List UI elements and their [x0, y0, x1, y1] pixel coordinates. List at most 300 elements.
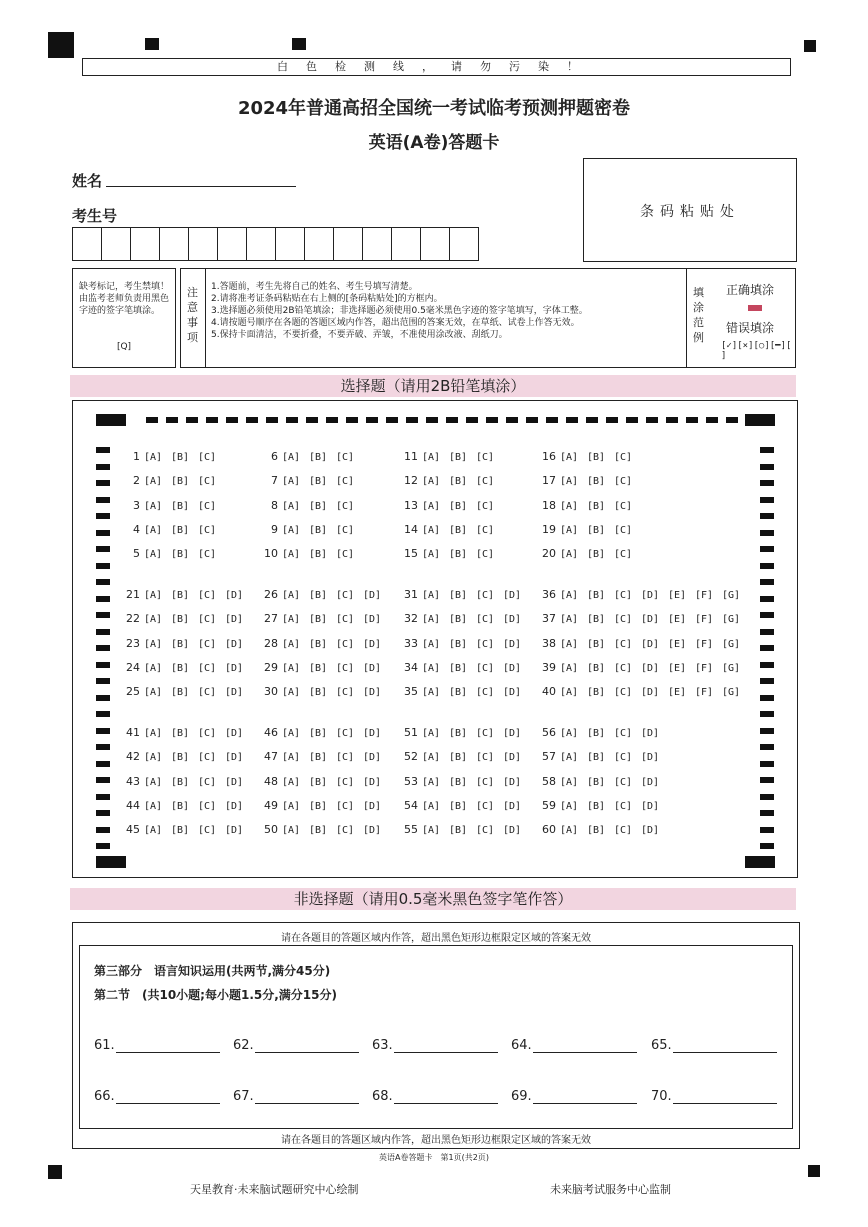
answer-bubble[interactable]: [D]: [641, 825, 660, 837]
answer-bubble[interactable]: [B]: [449, 500, 468, 512]
answer-bubble[interactable]: [D]: [641, 662, 660, 674]
answer-bubble[interactable]: [B]: [309, 590, 328, 601]
answer-bubble[interactable]: [A]: [560, 728, 579, 739]
candidate-id-grid[interactable]: [72, 227, 479, 261]
answer-bubble[interactable]: [B]: [449, 776, 468, 788]
answer-bubble[interactable]: [B]: [309, 638, 328, 650]
answer-bubble[interactable]: [C]: [198, 614, 217, 626]
absent-mark-box[interactable]: [72, 268, 176, 368]
id-digit-cell[interactable]: [160, 228, 189, 260]
answer-bubble[interactable]: [B]: [309, 687, 328, 699]
answer-bubble[interactable]: [C]: [198, 752, 217, 764]
answer-bubble[interactable]: [B]: [587, 662, 606, 674]
answer-bubble[interactable]: [A]: [560, 687, 579, 699]
timing-dash: [760, 662, 774, 668]
timing-dash: [406, 417, 418, 423]
answer-bubble[interactable]: [C]: [336, 825, 355, 837]
answer-bubble[interactable]: [C]: [614, 752, 633, 764]
answer-bubble[interactable]: [A]: [282, 687, 301, 699]
answer-bubble[interactable]: [C]: [198, 825, 217, 837]
answer-bubble[interactable]: [E]: [668, 614, 687, 626]
answer-bubble[interactable]: [A]: [144, 776, 163, 788]
answer-bubble[interactable]: [A]: [422, 687, 441, 699]
timing-dash: [606, 417, 618, 423]
answer-bubble[interactable]: [C]: [198, 662, 217, 674]
answer-bubble[interactable]: [A]: [144, 476, 163, 488]
answer-bubble[interactable]: [B]: [449, 800, 468, 812]
answer-bubble[interactable]: [A]: [422, 549, 441, 561]
id-digit-cell[interactable]: [218, 228, 247, 260]
answer-bubble[interactable]: [A]: [560, 776, 579, 788]
id-digit-cell[interactable]: [421, 228, 450, 260]
timing-dash: [96, 761, 110, 767]
answer-bubble[interactable]: [C]: [198, 590, 217, 601]
answer-bubble[interactable]: [A]: [144, 687, 163, 699]
answer-bubble[interactable]: [A]: [422, 662, 441, 674]
id-digit-cell[interactable]: [102, 228, 131, 260]
answer-bubble[interactable]: [C]: [614, 662, 633, 674]
answer-line[interactable]: [673, 1103, 777, 1104]
answer-bubble[interactable]: [D]: [225, 825, 244, 837]
answer-bubble[interactable]: [C]: [336, 549, 355, 561]
timing-dash: [760, 563, 774, 569]
answer-bubble[interactable]: [C]: [198, 776, 217, 788]
answer-line[interactable]: [394, 1052, 498, 1053]
answer-bubble[interactable]: [A]: [144, 452, 163, 463]
answer-bubble[interactable]: [A]: [144, 800, 163, 812]
answer-bubble[interactable]: [A]: [144, 752, 163, 764]
answer-bubble[interactable]: [A]: [560, 476, 579, 488]
answer-bubble[interactable]: [B]: [309, 549, 328, 561]
answer-bubble[interactable]: [C]: [476, 728, 495, 739]
id-digit-cell[interactable]: [276, 228, 305, 260]
id-digit-cell[interactable]: [305, 228, 334, 260]
answer-bubble[interactable]: [B]: [171, 476, 190, 488]
answer-bubble[interactable]: [C]: [614, 776, 633, 788]
answer-bubble[interactable]: [B]: [171, 500, 190, 512]
answer-bubble[interactable]: [C]: [476, 638, 495, 650]
answer-bubble[interactable]: [A]: [560, 752, 579, 764]
answer-bubble[interactable]: [B]: [587, 776, 606, 788]
timing-dash: [206, 417, 218, 423]
answer-bubble[interactable]: [B]: [449, 614, 468, 626]
answer-bubble[interactable]: [C]: [336, 524, 355, 536]
answer-bubble[interactable]: [B]: [449, 524, 468, 536]
answer-bubble[interactable]: [F]: [695, 687, 714, 699]
answer-bubble[interactable]: [A]: [282, 500, 301, 512]
answer-bubble[interactable]: [F]: [695, 614, 714, 626]
answer-bubble[interactable]: [C]: [476, 752, 495, 764]
notes-list: [211, 281, 681, 341]
answer-bubble[interactable]: [C]: [336, 800, 355, 812]
answer-bubble[interactable]: [B]: [171, 590, 190, 601]
answer-bubble[interactable]: [B]: [171, 524, 190, 536]
answer-bubble[interactable]: [G]: [722, 590, 741, 601]
answer-bubble[interactable]: [D]: [363, 728, 382, 739]
answer-number: 61.: [94, 1038, 115, 1053]
answer-bubble[interactable]: [A]: [560, 590, 579, 601]
answer-bubble[interactable]: [D]: [363, 662, 382, 674]
question-row: [258, 799, 390, 812]
answer-bubble[interactable]: [C]: [476, 452, 495, 463]
answer-bubble[interactable]: [B]: [449, 662, 468, 674]
answer-bubble[interactable]: [A]: [560, 500, 579, 512]
answer-bubble[interactable]: [A]: [282, 638, 301, 650]
answer-bubble[interactable]: [G]: [722, 614, 741, 626]
answer-bubble[interactable]: [D]: [225, 800, 244, 812]
answer-bubble[interactable]: [A]: [422, 776, 441, 788]
answer-bubble[interactable]: [G]: [722, 662, 741, 674]
answer-bubble[interactable]: [A]: [282, 549, 301, 561]
answer-bubble[interactable]: [D]: [503, 728, 522, 739]
answer-bubble[interactable]: [A]: [422, 638, 441, 650]
answer-bubble[interactable]: [C]: [198, 549, 217, 561]
answer-bubble[interactable]: [A]: [144, 614, 163, 626]
answer-bubble[interactable]: [C]: [198, 687, 217, 699]
answer-bubble[interactable]: [A]: [282, 776, 301, 788]
answer-bubble[interactable]: [F]: [695, 662, 714, 674]
answer-bubble[interactable]: [B]: [309, 500, 328, 512]
answer-bubble[interactable]: [C]: [476, 662, 495, 674]
answer-bubble[interactable]: [D]: [641, 687, 660, 699]
answer-bubble[interactable]: [C]: [476, 800, 495, 812]
answer-bubble[interactable]: [B]: [171, 614, 190, 626]
answer-bubble[interactable]: [D]: [641, 800, 660, 812]
answer-bubble[interactable]: [A]: [422, 752, 441, 764]
candidate-id-label: 考生号: [72, 207, 118, 225]
answer-bubble[interactable]: [G]: [722, 638, 741, 650]
question-number: 13: [404, 498, 418, 512]
answer-bubble[interactable]: [C]: [476, 825, 495, 837]
answer-bubble[interactable]: [C]: [336, 500, 355, 512]
answer-number: 68.: [372, 1089, 393, 1104]
answer-bubble[interactable]: [D]: [363, 776, 382, 788]
answer-bubble[interactable]: [D]: [503, 687, 522, 699]
question-row: [120, 661, 252, 674]
answer-line[interactable]: [116, 1052, 220, 1053]
question-number: 33: [404, 636, 418, 650]
answer-bubble[interactable]: [C]: [336, 728, 355, 739]
answer-bubble[interactable]: [A]: [144, 549, 163, 561]
answer-bubble[interactable]: [E]: [668, 662, 687, 674]
answer-bubble[interactable]: [B]: [309, 825, 328, 837]
answer-bubble[interactable]: [B]: [587, 476, 606, 488]
timing-dash: [266, 417, 278, 423]
answer-bubble[interactable]: [B]: [449, 590, 468, 601]
question-number: 57: [542, 750, 556, 764]
answer-bubble[interactable]: [B]: [449, 752, 468, 764]
answer-bubble[interactable]: [B]: [449, 728, 468, 739]
answer-bubble[interactable]: [C]: [336, 776, 355, 788]
answer-bubble[interactable]: [A]: [282, 590, 301, 601]
answer-bubble[interactable]: [B]: [587, 590, 606, 601]
answer-bubble[interactable]: [B]: [171, 638, 190, 650]
answer-bubble[interactable]: [C]: [198, 500, 217, 512]
answer-line[interactable]: [116, 1103, 220, 1104]
answer-bubble[interactable]: [A]: [144, 590, 163, 601]
question-row: [258, 450, 363, 463]
answer-bubble[interactable]: [B]: [171, 452, 190, 463]
question-row: [258, 726, 390, 739]
answer-bubble[interactable]: [C]: [614, 687, 633, 699]
answer-bubble[interactable]: [D]: [363, 638, 382, 650]
answer-line[interactable]: [533, 1052, 637, 1053]
answer-bubble[interactable]: [D]: [225, 614, 244, 626]
id-digit-cell[interactable]: [131, 228, 160, 260]
timing-dash: [760, 794, 774, 800]
answer-bubble[interactable]: [A]: [282, 662, 301, 674]
question-number: 23: [126, 636, 140, 650]
answer-bubble[interactable]: [E]: [668, 638, 687, 650]
answer-line[interactable]: [533, 1103, 637, 1104]
page-info: 英语A卷答题卡 第1页(共2页): [379, 1153, 489, 1162]
id-digit-cell[interactable]: [392, 228, 421, 260]
id-digit-cell[interactable]: [73, 228, 102, 260]
answer-bubble[interactable]: [D]: [641, 614, 660, 626]
answer-bubble[interactable]: [B]: [171, 776, 190, 788]
answer-bubble[interactable]: [B]: [587, 452, 606, 463]
answer-bubble[interactable]: [B]: [171, 662, 190, 674]
answer-bubble[interactable]: [A]: [144, 728, 163, 739]
timing-dash: [760, 777, 774, 783]
answer-bubble[interactable]: [A]: [144, 500, 163, 512]
answer-bubble[interactable]: [B]: [171, 687, 190, 699]
answer-bubble[interactable]: [C]: [336, 452, 355, 463]
answer-bubble[interactable]: [B]: [309, 776, 328, 788]
answer-bubble[interactable]: [D]: [363, 800, 382, 812]
answer-bubble[interactable]: [E]: [668, 687, 687, 699]
answer-bubble[interactable]: [C]: [336, 662, 355, 674]
answer-bubble[interactable]: [D]: [225, 728, 244, 739]
answer-bubble[interactable]: [B]: [171, 549, 190, 561]
answer-bubble[interactable]: [D]: [641, 728, 660, 739]
question-row: [398, 547, 503, 560]
answer-bubble[interactable]: [C]: [336, 752, 355, 764]
answer-bubble[interactable]: [A]: [282, 614, 301, 626]
answer-bubble[interactable]: [B]: [587, 800, 606, 812]
answer-bubble[interactable]: [C]: [336, 614, 355, 626]
answer-bubble[interactable]: [B]: [309, 728, 328, 739]
answer-bubble[interactable]: [D]: [363, 614, 382, 626]
answer-bubble[interactable]: [C]: [614, 549, 633, 561]
answer-bubble[interactable]: [C]: [614, 524, 633, 536]
answer-bubble[interactable]: [D]: [225, 752, 244, 764]
answer-bubble[interactable]: [C]: [476, 549, 495, 561]
question-row: [536, 612, 749, 625]
answer-bubble[interactable]: [C]: [476, 476, 495, 488]
answer-bubble[interactable]: [A]: [282, 476, 301, 488]
id-digit-cell[interactable]: [334, 228, 363, 260]
answer-bubble[interactable]: [A]: [144, 638, 163, 650]
id-digit-cell[interactable]: [450, 228, 478, 260]
answer-bubble[interactable]: [C]: [198, 728, 217, 739]
timing-dash: [760, 827, 774, 833]
answer-bubble[interactable]: [C]: [614, 800, 633, 812]
answer-bubble[interactable]: [B]: [171, 752, 190, 764]
answer-line[interactable]: [394, 1103, 498, 1104]
answer-bubble[interactable]: [C]: [476, 776, 495, 788]
answer-bubble[interactable]: [B]: [587, 614, 606, 626]
answer-bubble[interactable]: [C]: [336, 638, 355, 650]
answer-bubble[interactable]: [C]: [198, 800, 217, 812]
answer-bubble[interactable]: [A]: [282, 452, 301, 463]
answer-bubble[interactable]: [C]: [614, 638, 633, 650]
answer-bubble[interactable]: [B]: [309, 614, 328, 626]
answer-bubble[interactable]: [A]: [422, 825, 441, 837]
answer-bubble[interactable]: [F]: [695, 590, 714, 601]
answer-bubble[interactable]: [B]: [587, 549, 606, 561]
answer-bubble[interactable]: [D]: [225, 638, 244, 650]
answer-bubble[interactable]: [A]: [282, 825, 301, 837]
answer-bubble[interactable]: [B]: [449, 687, 468, 699]
question-number: 14: [404, 522, 418, 536]
answer-bubble[interactable]: [C]: [614, 500, 633, 512]
answer-bubble[interactable]: [D]: [641, 752, 660, 764]
answer-bubble[interactable]: [D]: [225, 662, 244, 674]
answer-bubble[interactable]: [D]: [503, 662, 522, 674]
answer-bubble[interactable]: [D]: [503, 752, 522, 764]
answer-bubble[interactable]: [A]: [422, 728, 441, 739]
answer-bubble[interactable]: [C]: [476, 524, 495, 536]
answer-bubble[interactable]: [B]: [587, 500, 606, 512]
answer-line[interactable]: [255, 1103, 359, 1104]
answer-bubble[interactable]: [A]: [560, 662, 579, 674]
answer-bubble[interactable]: [C]: [198, 476, 217, 488]
timing-dash: [760, 530, 774, 536]
answer-bubble[interactable]: [B]: [449, 549, 468, 561]
answer-bubble[interactable]: [D]: [503, 590, 522, 601]
answer-bubble[interactable]: [B]: [309, 662, 328, 674]
question-row: [120, 726, 252, 739]
answer-bubble[interactable]: [B]: [309, 800, 328, 812]
answer-bubble[interactable]: [A]: [560, 549, 579, 561]
answer-bubble[interactable]: [B]: [449, 825, 468, 837]
answer-bubble[interactable]: [D]: [641, 638, 660, 650]
answer-bubble[interactable]: [A]: [560, 452, 579, 463]
answer-bubble[interactable]: [A]: [422, 500, 441, 512]
answer-bubble[interactable]: [C]: [614, 614, 633, 626]
answer-bubble[interactable]: [C]: [614, 728, 633, 739]
answer-bubble[interactable]: [A]: [282, 752, 301, 764]
answer-bubble[interactable]: [C]: [614, 825, 633, 837]
name-field[interactable]: [106, 186, 296, 187]
note-item: 4.请按题号顺序在各题的答题区域内作答，超出范围的答案无效，在草纸、试卷上作答无效。: [211, 318, 580, 328]
answer-bubble[interactable]: [B]: [587, 825, 606, 837]
answer-bubble[interactable]: [B]: [309, 752, 328, 764]
answer-bubble[interactable]: [D]: [641, 776, 660, 788]
question-number: 5: [133, 547, 140, 561]
answer-bubble[interactable]: [D]: [363, 590, 382, 601]
answer-bubble[interactable]: [D]: [363, 752, 382, 764]
answer-bubble[interactable]: [D]: [225, 687, 244, 699]
answer-bubble[interactable]: [C]: [336, 687, 355, 699]
answer-bubble[interactable]: [A]: [422, 524, 441, 536]
answer-bubble[interactable]: [D]: [503, 614, 522, 626]
id-digit-cell[interactable]: [189, 228, 218, 260]
answer-bubble[interactable]: [G]: [722, 687, 741, 699]
answer-bubble[interactable]: [B]: [587, 687, 606, 699]
question-row: [536, 750, 668, 763]
answer-bubble[interactable]: [D]: [503, 825, 522, 837]
answer-bubble[interactable]: [C]: [614, 476, 633, 488]
answer-bubble[interactable]: [A]: [422, 476, 441, 488]
answer-number: 63.: [372, 1038, 393, 1053]
answer-bubble[interactable]: [C]: [336, 590, 355, 601]
answer-bubble[interactable]: [A]: [560, 614, 579, 626]
answer-bubble[interactable]: [A]: [560, 800, 579, 812]
answer-bubble[interactable]: [A]: [282, 524, 301, 536]
answer-bubble[interactable]: [A]: [560, 638, 579, 650]
answer-bubble[interactable]: [C]: [336, 476, 355, 488]
answer-bubble[interactable]: [F]: [695, 638, 714, 650]
answer-bubble[interactable]: [D]: [363, 687, 382, 699]
timing-dash: [366, 417, 378, 423]
answer-bubble[interactable]: [B]: [171, 728, 190, 739]
answer-bubble[interactable]: [A]: [144, 524, 163, 536]
answer-bubble[interactable]: [A]: [282, 728, 301, 739]
answer-bubble[interactable]: [A]: [144, 662, 163, 674]
question-row: [258, 685, 390, 698]
answer-bubble[interactable]: [A]: [422, 800, 441, 812]
answer-bubble[interactable]: [A]: [560, 825, 579, 837]
answer-bubble[interactable]: [A]: [422, 614, 441, 626]
answer-bubble[interactable]: [C]: [614, 452, 633, 463]
answer-bubble[interactable]: [A]: [422, 452, 441, 463]
answer-bubble[interactable]: [B]: [587, 524, 606, 536]
answer-bubble[interactable]: [C]: [614, 590, 633, 601]
id-digit-cell[interactable]: [363, 228, 392, 260]
answer-bubble[interactable]: [B]: [449, 476, 468, 488]
answer-bubble[interactable]: [B]: [309, 476, 328, 488]
answer-bubble[interactable]: [B]: [309, 524, 328, 536]
answer-line[interactable]: [255, 1052, 359, 1053]
timing-dash: [96, 695, 110, 701]
answer-bubble[interactable]: [C]: [476, 687, 495, 699]
answer-bubble[interactable]: [D]: [503, 800, 522, 812]
question-number: 16: [542, 450, 556, 463]
answer-bubble[interactable]: [D]: [225, 590, 244, 601]
answer-bubble[interactable]: [C]: [476, 590, 495, 601]
answer-bubble[interactable]: [B]: [587, 752, 606, 764]
answer-bubble[interactable]: [B]: [309, 452, 328, 463]
answer-bubble[interactable]: [D]: [641, 590, 660, 601]
answer-bubble[interactable]: [A]: [144, 825, 163, 837]
answer-region[interactable]: [79, 945, 793, 1129]
answer-bubble[interactable]: [B]: [171, 800, 190, 812]
answer-bubble[interactable]: [C]: [198, 638, 217, 650]
answer-bubble[interactable]: [B]: [449, 638, 468, 650]
answer-bubble[interactable]: [B]: [587, 638, 606, 650]
answer-bubble[interactable]: [C]: [198, 452, 217, 463]
answer-bubble[interactable]: [C]: [476, 500, 495, 512]
answer-bubble[interactable]: [B]: [449, 452, 468, 463]
answer-bubble[interactable]: [A]: [560, 524, 579, 536]
answer-bubble[interactable]: [A]: [422, 590, 441, 601]
answer-bubble[interactable]: [D]: [503, 638, 522, 650]
absent-mark-bubble[interactable]: [Q]: [116, 342, 132, 352]
answer-bubble[interactable]: [A]: [282, 800, 301, 812]
answer-bubble[interactable]: [E]: [668, 590, 687, 601]
answer-line[interactable]: [673, 1052, 777, 1053]
answer-bubble[interactable]: [B]: [171, 825, 190, 837]
answer-bubble[interactable]: [D]: [503, 776, 522, 788]
answer-bubble[interactable]: [C]: [476, 614, 495, 626]
answer-bubble[interactable]: [C]: [198, 524, 217, 536]
answer-bubble[interactable]: [D]: [225, 776, 244, 788]
answer-bubble[interactable]: [B]: [587, 728, 606, 739]
answer-bubble[interactable]: [D]: [363, 825, 382, 837]
id-digit-cell[interactable]: [247, 228, 276, 260]
